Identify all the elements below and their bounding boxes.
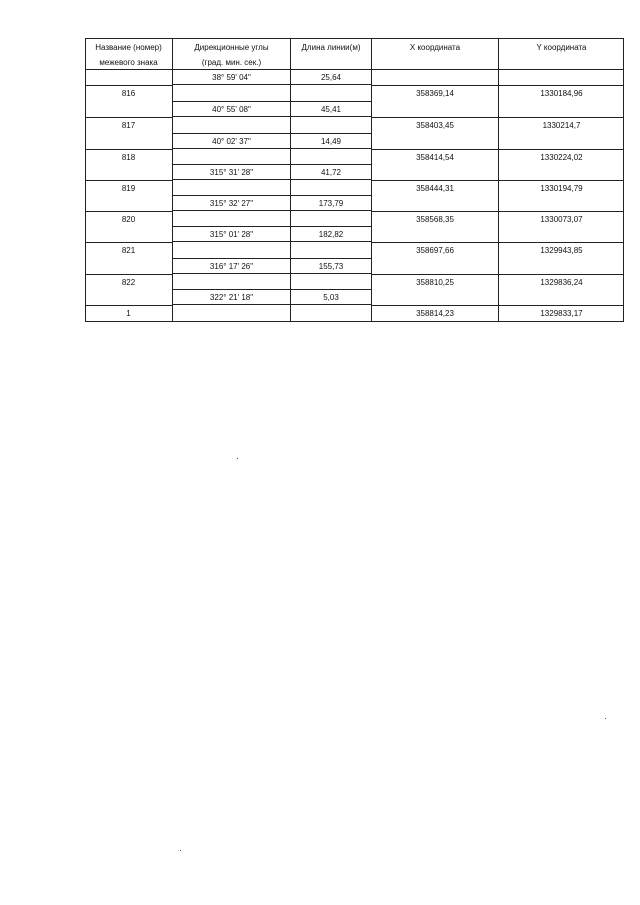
segment-angle: 38° 59' 04" [212,73,251,82]
table-rule-horizontal [172,226,372,227]
point-y: 1329833,17 [540,309,583,318]
segment-length: 45,41 [320,105,342,114]
header-angle-line2: (град. мин. сек.) [201,58,262,67]
table-rule-horizontal [371,211,624,212]
segment-length: 14,49 [320,137,342,146]
table-rule-horizontal [172,304,372,305]
table-rule-horizontal [371,117,624,118]
header-y: Y координата [536,43,587,52]
segment-angle: 315° 32' 27" [209,199,254,208]
segment-length: 155,73 [318,262,344,271]
table-rule-horizontal [371,305,624,306]
table-rule-horizontal [172,101,372,102]
table-rule-horizontal [85,242,173,243]
table-rule-horizontal [371,149,624,150]
table-rule-horizontal [85,149,173,150]
header-name-line1: Название (номер) [95,43,162,52]
segment-length: 41,72 [320,168,342,177]
point-x: 358444,31 [416,184,454,193]
point-x: 358697,66 [416,246,454,255]
point-y: 1330224,02 [540,153,583,162]
table-rule-horizontal [85,38,624,39]
table-rule-horizontal [85,69,624,70]
table-rule-horizontal [85,274,173,275]
table-rule-horizontal [85,305,173,306]
table-rule-horizontal [172,133,372,134]
table-rule-horizontal [172,210,372,211]
table-rule-horizontal [172,241,372,242]
segment-length: 182,82 [318,230,344,239]
segment-length: 5,03 [323,293,339,302]
point-y: 1330073,07 [540,215,583,224]
table-rule-horizontal [85,117,173,118]
table-rule-horizontal [172,289,372,290]
table-rule-horizontal [371,242,624,243]
header-length: Длина линии(м) [301,43,361,52]
table-rule-horizontal [172,84,372,85]
segment-angle: 322° 21' 18" [209,293,254,302]
point-y: 1330214,7 [542,121,581,130]
point-x: 358414,54 [416,153,454,162]
point-name: 820 [121,215,136,224]
table-rule-horizontal [85,211,173,212]
point-name: 821 [121,246,136,255]
table-rule-horizontal [172,195,372,196]
point-name: 816 [121,89,136,98]
table-rule-horizontal [172,258,372,259]
segment-angle: 315° 01' 28" [209,230,254,239]
table-rule-horizontal [85,85,173,86]
point-y: 1329836,24 [540,278,583,287]
point-y: 1330184,96 [540,89,583,98]
scan-speck [237,458,238,459]
header-x: X координата [409,43,461,52]
table-rule-horizontal [371,274,624,275]
table-rule-horizontal [172,179,372,180]
point-y: 1330194,79 [540,184,583,193]
segment-length: 173,79 [318,199,344,208]
table-rule-horizontal [172,116,372,117]
coordinates-table [85,38,624,322]
header-angle-line1: Дирекционные углы [194,43,269,52]
table-rule-horizontal [172,164,372,165]
segment-angle: 40° 55' 08" [212,105,251,114]
point-x: 358810,25 [416,278,454,287]
point-x: 358814,23 [416,309,454,318]
segment-angle: 316° 17' 26" [209,262,254,271]
table-rule-horizontal [85,180,173,181]
table-grid [85,38,624,322]
point-x: 358568,35 [416,215,454,224]
point-x: 358369,14 [416,89,454,98]
table-rule-horizontal [371,85,624,86]
segment-angle: 40° 02' 37" [212,137,251,146]
header-name-line2: межевого знака [99,58,158,67]
point-name: 818 [121,153,136,162]
scan-speck [605,718,606,719]
point-x: 358403,45 [416,121,454,130]
point-name: 819 [121,184,136,193]
scan-speck [180,850,181,851]
point-y: 1329943,85 [540,246,583,255]
table-rule-vertical [290,38,291,322]
segment-length: 25,64 [320,73,342,82]
point-name: 822 [121,278,136,287]
point-name: 817 [121,121,136,130]
table-rule-horizontal [172,273,372,274]
table-rule-horizontal [371,180,624,181]
table-rule-horizontal [172,148,372,149]
table-rule-horizontal [85,321,624,322]
point-name: 1 [126,309,131,318]
segment-angle: 315° 31' 28" [209,168,254,177]
